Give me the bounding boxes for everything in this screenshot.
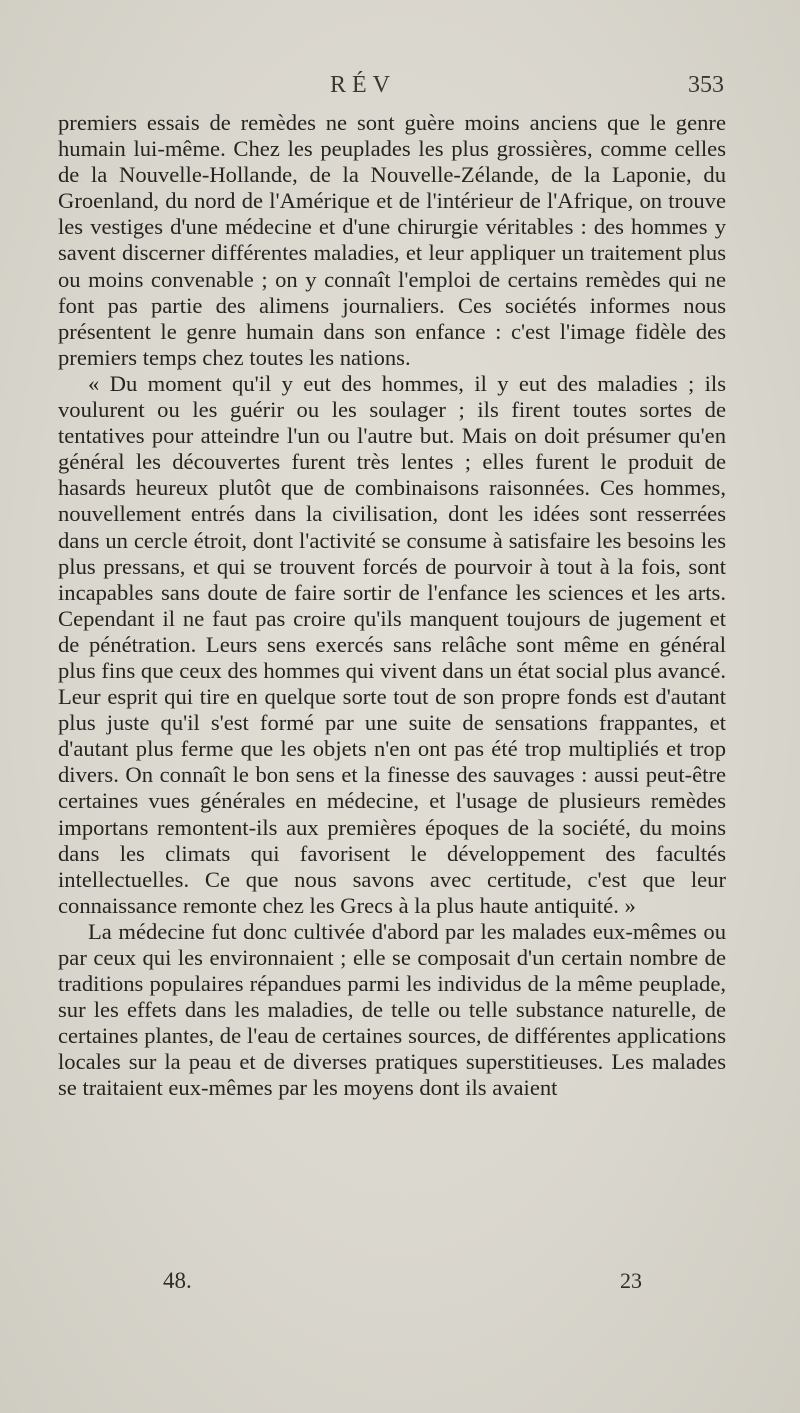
page-footer (0, 1268, 800, 1298)
paragraph-2-quotation: « Du moment qu'il y eut des hommes, il y eut des maladies ; ils voulurent ou les guérir ou les soulager ; ils firent toutes sortes de tentatives pour atteindre l'un ou l'autre but. Mais on doit présumer qu'en général les découvertes furent très lentes ; elles furent le produit de hasards heureux plutôt que de combinaisons raisonnées. Ces hommes, nouvellement entrés dans la civilisation, dont les idées sont resserrées dans un cercle étroit, dont l'activité se consume à satisfaire les besoins les plus pressans, et qui se trouvent forcés de pourvoir à tout à la fois, sont incapables sans doute de faire sortir de l'enfance les sciences et les arts. Cependant il ne faut pas croire qu'ils manquent toujours de jugement et de pénétration. Leurs sens exercés sans relâche sont même en général plus fins que ceux des hommes qui vivent dans un état social plus avancé. Leur esprit qui tire en quelque sorte tout de son propre fonds est d'autant plus juste qu'il s'est formé par une suite de sensations frappantes, et d'autant plus ferme que les objets n'en ont pas été trop multipliés et trop divers. On connaît le bon sens et la finesse des sauvages : aussi peut-être certaines vues générales en médecine, et l'usage de plusieurs remèdes importans remontent-ils aux premières époques de la société, du moins dans les climats qui favorisent le développement des facultés intellectuelles. Ce que nous savons avec certitude, c'est que leur connaissance remonte chez les Grecs à la plus haute antiquité. » (58, 370, 726, 918)
sheet-number: 23 (620, 1268, 642, 1293)
body-text (58, 110, 726, 1102)
signature-mark: 48. (163, 1268, 192, 1293)
running-head: RÉV (330, 72, 396, 98)
page-number: 353 (688, 72, 724, 98)
page-header (0, 72, 800, 106)
paragraph-1: premiers essais de remèdes ne sont guère moins anciens que le genre humain lui-même. Chez les peuplades les plus grossières, comme celles de la Nouvelle-Hollande, de la Nouvelle-Zélande, de la Laponie, du Groenland, du nord de l'Amérique et de l'intérieur de l'Afrique, on trouve les vestiges d'une médecine et d'une chirurgie véritables : des hommes y savent discerner différentes maladies, et leur appliquer un traitement plus ou moins convenable ; on y connaît l'emploi de certains remèdes qui ne font pas partie des alimens journaliers. Ces sociétés informes nous présentent le genre humain dans son enfance : c'est l'image fidèle des premiers temps chez toutes les nations. (58, 110, 726, 370)
paragraph-3: La médecine fut donc cultivée d'abord par les malades eux-mêmes ou par ceux qui les environnaient ; elle se composait d'un certain nombre de traditions populaires répandues parmi les individus de la même peuplade, sur les effets dans les maladies, de telle ou telle substance naturelle, de certaines plantes, de l'eau de certaines sources, de différentes applications locales sur la peau et de diverses pratiques superstitieuses. Les malades se traitaient eux-mêmes par les moyens dont ils avaient (58, 918, 726, 1101)
